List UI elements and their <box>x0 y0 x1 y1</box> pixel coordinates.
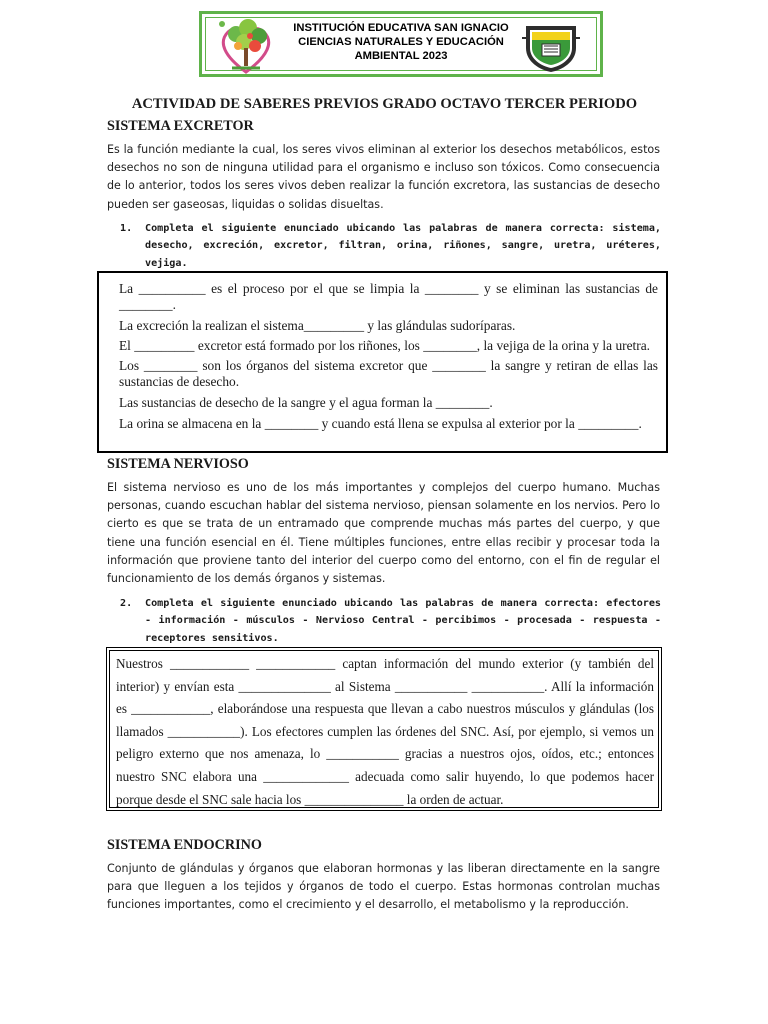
instruction-2-text: Completa el siguiente enunciado ubicando las palabras de manera correcta: efectores - información - músculos - Nervioso Central - percibimos - procesada - respuesta - receptores sensitivos. <box>145 598 661 644</box>
exercise-line-3: El _________ excretor está formado por los riñones, los ________, la vejiga de la orina y la uretra. <box>119 338 651 354</box>
exercise-line-5: Las sustancias de desecho de la sangre y el agua forman la ________. <box>119 394 493 410</box>
school-shield-crest-icon <box>522 18 580 74</box>
section-heading-endocrino: SISTEMA ENDOCRINO <box>107 837 262 853</box>
section-heading-nervioso: SISTEMA NERVIOSO <box>107 456 249 472</box>
exercise-line-1: La __________ es el proceso por el que se limpia la ________ y se eliminan las sustancias de ________. <box>119 281 658 312</box>
institution-header <box>199 11 603 77</box>
exercise-box-nervioso-inner <box>109 650 659 808</box>
exercise-line-4: Los ________ son los órganos del sistema excretor que ________ la sangre y retiran de ellas las sustancias de desecho. <box>119 358 658 389</box>
instruction-1-text: Completa el siguiente enunciado ubicando las palabras de manera correcta: sistema, desecho, excreción, excretor, filtran, orina, riñones, sangre, uretra, uréteres, vejiga. <box>145 223 661 269</box>
instruction-2-number: 2. <box>120 598 133 609</box>
excretor-paragraph: Es la función mediante la cual, los seres vivos eliminan al exterior los desechos metabólicos, estos desechos no son de ninguna utilidad para el organismo e incluso son tóxicos. Como consecuencia de lo anterior, todos los seres vivos deben realizar la función excretora, las sustancias de desecho pueden ser gaseosas, liquidas o solidas disueltas. <box>107 143 660 211</box>
header-text <box>282 21 520 63</box>
tree-heart-logo-icon <box>214 16 278 76</box>
instruction-1-number: 1. <box>120 223 133 234</box>
header-line-2: CIENCIAS NATURALES Y EDUCACIÓN <box>298 36 504 48</box>
instruction-1 <box>120 220 661 272</box>
endocrino-paragraph: Conjunto de glándulas y órganos que elaboran hormonas y las liberan directamente en la sangre para que lleguen a los tejidos y órganos de todo el cuerpo. Estas hormonas controlan muchas funciones importantes, como el crecimiento y el desarrollo, el metabolismo y la reproducción. <box>107 862 660 912</box>
header-line-1: INSTITUCIÓN EDUCATIVA SAN IGNACIO <box>293 22 509 34</box>
exercise-text-nervioso: Nuestros ____________ ____________ captan información del mundo exterior (y también del interior) y envían esta ______________ al Sistema ___________ ___________. Allí la información es ____________, elaborándose una respuesta que llevan a cabo nuestros músculos y glándulas (los llamados ___________). Los efectores cumplen las órdenes del SNC. Así, por ejemplo, si vemos un peligro externo que nos amenaza, lo ___________ gracias a nuestros ojos, oídos, etc.; entonces nuestro SNC elabora una _____________ adecuada como salir huyendo, lo que podemos hacer porque desde el SNC sale hacia los _______________ la orden de actuar. <box>116 656 654 807</box>
exercise-line-2: La excreción la realizan el sistema_________ y las glándulas sudoríparas. <box>119 317 516 333</box>
section-heading-excretor: SISTEMA EXCRETOR <box>107 118 254 134</box>
header-line-3: AMBIENTAL 2023 <box>354 50 448 62</box>
exercise-line-6: La orina se almacena en la ________ y cuando está llena se expulsa al exterior por la _________. <box>119 415 642 431</box>
nervioso-paragraph: El sistema nervioso es uno de los más importantes y complejos del cuerpo humano. Muchas personas, cuando escuchan hablar del sistema nervioso, piensan solamente en los nervios. Pero lo cierto es que se trata de un entramado que comprende muchas más partes del cuerpo, y que tiene una función esencial en él. Tiene múltiples funciones, entre ellas recibir y procesar toda la información que proviene tanto del interior del cuerpo como del entorno, con el fin de regular el funcionamiento de los demás órganos y sistemas. <box>107 481 660 586</box>
exercise-box-excretor <box>97 271 668 453</box>
page-title: ACTIVIDAD DE SABERES PREVIOS GRADO OCTAVO TERCER PERIODO <box>131 96 638 112</box>
exercise-box-nervioso <box>106 647 662 811</box>
exercise-lines-excretor <box>119 281 658 431</box>
instruction-2 <box>120 595 661 647</box>
